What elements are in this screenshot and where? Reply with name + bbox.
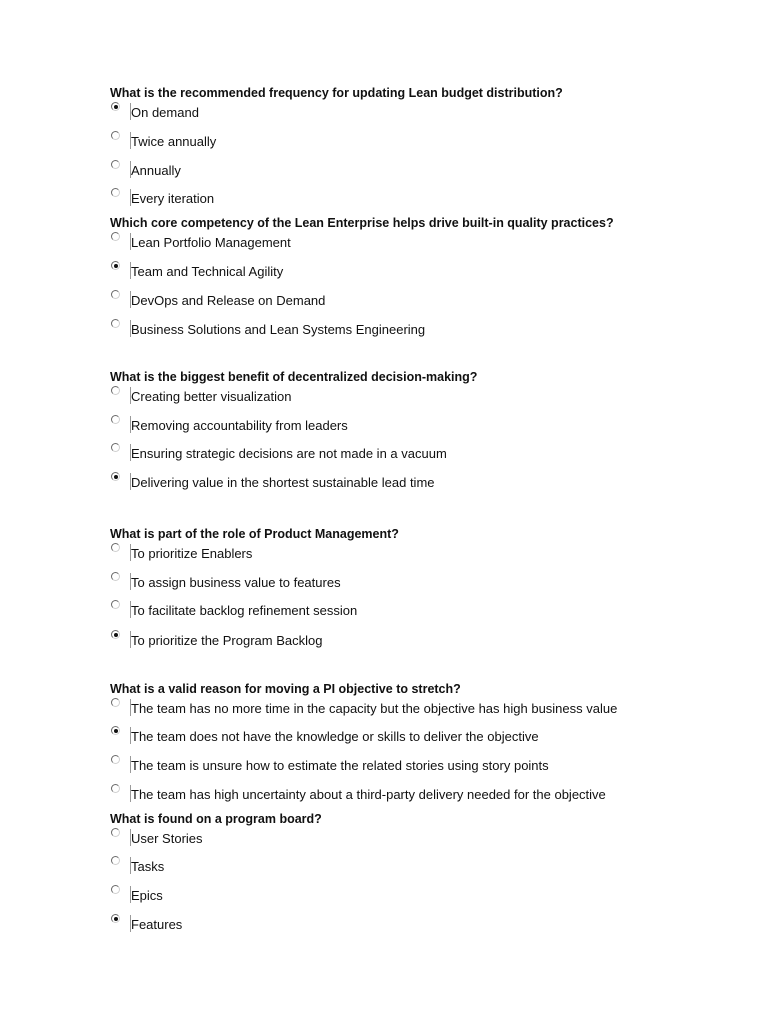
radio-button[interactable] [111,600,120,609]
question-2-title: Which core competency of the Lean Enterprise helps drive built-in quality practices? [110,216,614,230]
radio-button[interactable] [111,443,120,452]
option-label: Tasks [131,859,165,874]
radio-button-selected[interactable] [111,630,120,639]
radio-button[interactable] [111,386,120,395]
option-label: Features [131,917,183,932]
radio-button-selected[interactable] [111,914,120,923]
radio-button[interactable] [111,698,120,707]
radio-button[interactable] [111,319,120,328]
option-label: The team has no more time in the capacity but the objective has high business value [131,701,618,716]
radio-button[interactable] [111,856,120,865]
question-5-title: What is a valid reason for moving a PI objective to stretch? [110,682,461,696]
option-label: To assign business value to features [131,575,341,590]
option-label: Removing accountability from leaders [131,418,348,433]
question-6-title: What is found on a program board? [110,812,322,826]
option-label: DevOps and Release on Demand [131,293,326,308]
option-label: The team does not have the knowledge or skills to deliver the objective [131,729,539,744]
radio-button-selected[interactable] [111,102,120,111]
question-4-title: What is part of the role of Product Management? [110,527,399,541]
radio-button[interactable] [111,160,120,169]
option-label: User Stories [131,831,203,846]
radio-button[interactable] [111,131,120,140]
radio-button[interactable] [111,290,120,299]
question-3-title: What is the biggest benefit of decentralized decision-making? [110,370,478,384]
option-label: Team and Technical Agility [131,264,284,279]
option-label: Business Solutions and Lean Systems Engineering [131,322,426,337]
option-label: The team is unsure how to estimate the related stories using story points [131,758,549,773]
radio-button-selected[interactable] [111,261,120,270]
option-label: To facilitate backlog refinement session [131,603,358,618]
option-label: Creating better visualization [131,389,292,404]
radio-button[interactable] [111,415,120,424]
radio-button-selected[interactable] [111,472,120,481]
radio-button[interactable] [111,885,120,894]
radio-button[interactable] [111,232,120,241]
option-label: Lean Portfolio Management [131,235,291,250]
question-1-title: What is the recommended frequency for updating Lean budget distribution? [110,86,563,100]
option-label: The team has high uncertainty about a third-party delivery needed for the objective [131,787,606,802]
radio-button[interactable] [111,828,120,837]
option-label: Delivering value in the shortest sustainable lead time [131,475,435,490]
radio-button[interactable] [111,543,120,552]
option-label: Annually [131,163,181,178]
option-label: On demand [131,105,199,120]
option-label: Every iteration [131,191,215,206]
option-label: Twice annually [131,134,217,149]
radio-button[interactable] [111,784,120,793]
radio-button[interactable] [111,188,120,197]
option-label: To prioritize Enablers [131,546,253,561]
radio-button-selected[interactable] [111,726,120,735]
radio-button[interactable] [111,572,120,581]
option-label: Ensuring strategic decisions are not made in a vacuum [131,446,447,461]
radio-button[interactable] [111,755,120,764]
option-label: Epics [131,888,163,903]
option-label: To prioritize the Program Backlog [131,633,323,648]
